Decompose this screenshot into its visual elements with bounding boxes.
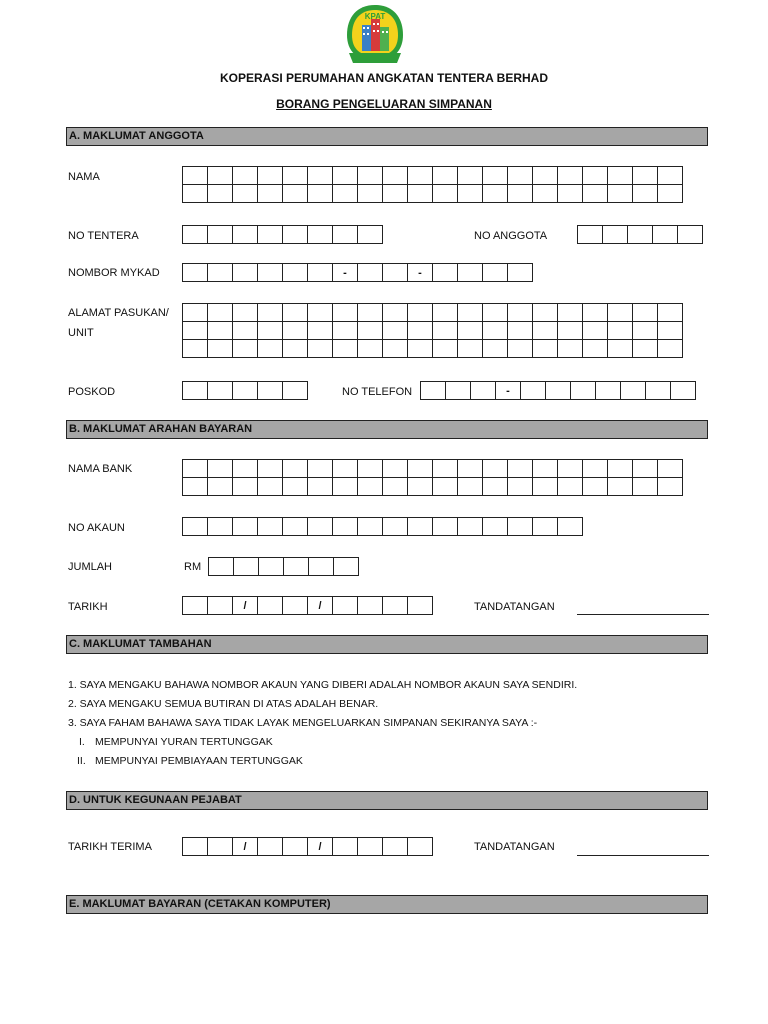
nama-grid[interactable]	[182, 166, 683, 203]
input-box[interactable]	[433, 518, 458, 536]
no-tentera-label: NO TENTERA	[68, 230, 139, 242]
input-box[interactable]	[483, 518, 508, 536]
input-box[interactable]	[658, 167, 683, 185]
jumlah-label: JUMLAH	[68, 561, 113, 573]
input-box[interactable]	[233, 478, 258, 496]
input-box[interactable]	[583, 185, 608, 203]
tandatangan-pejabat-line[interactable]	[577, 855, 709, 856]
input-box[interactable]	[558, 340, 583, 358]
tandatangan-label: TANDATANGAN	[474, 601, 555, 613]
input-box[interactable]	[208, 226, 233, 244]
input-box[interactable]	[283, 226, 308, 244]
input-box[interactable]	[208, 597, 233, 615]
input-box[interactable]	[283, 304, 308, 322]
tandatangan-line[interactable]	[577, 614, 709, 615]
input-box[interactable]	[283, 838, 308, 856]
input-box[interactable]	[183, 478, 208, 496]
input-box[interactable]	[208, 382, 233, 400]
input-box[interactable]	[433, 322, 458, 340]
tarikh-label: TARIKH	[68, 601, 108, 613]
input-box[interactable]	[558, 167, 583, 185]
input-box[interactable]	[533, 340, 558, 358]
input-box[interactable]	[283, 340, 308, 358]
tarikh-grid[interactable]	[182, 596, 433, 615]
input-box[interactable]	[583, 304, 608, 322]
input-box[interactable]	[383, 264, 408, 282]
input-box[interactable]	[433, 185, 458, 203]
input-box[interactable]	[383, 304, 408, 322]
input-box[interactable]	[183, 185, 208, 203]
no-telefon-label: NO TELEFON	[342, 386, 413, 398]
declaration-item-3: 3. SAYA FAHAM BAHAWA SAYA TIDAK LAYAK MENGELUARKAN SIMPANAN SEKIRANYA SAYA :-	[68, 717, 538, 729]
input-box[interactable]	[358, 185, 383, 203]
form-title: BORANG PENGELUARAN SIMPANAN	[276, 97, 492, 111]
poskod-grid[interactable]	[182, 381, 308, 400]
org-name: KOPERASI PERUMAHAN ANGKATAN TENTERA BERHAD	[219, 71, 548, 85]
input-box[interactable]	[583, 460, 608, 478]
input-box[interactable]	[258, 460, 283, 478]
input-box[interactable]	[233, 167, 258, 185]
input-box[interactable]	[458, 322, 483, 340]
input-box[interactable]	[233, 460, 258, 478]
input-box[interactable]	[233, 264, 258, 282]
tarikh-terima-label: TARIKH TERIMA	[68, 841, 152, 853]
input-box[interactable]	[533, 167, 558, 185]
input-box[interactable]	[308, 264, 333, 282]
input-box[interactable]	[658, 460, 683, 478]
input-box[interactable]	[408, 460, 433, 478]
input-box[interactable]	[508, 478, 533, 496]
input-box[interactable]	[558, 460, 583, 478]
input-box[interactable]	[633, 322, 658, 340]
section-b-header: B. MAKLUMAT ARAHAN BAYARAN	[66, 420, 708, 439]
declaration-item-1: 1. SAYA MENGAKU BAHAWA NOMBOR AKAUN YANG DIBERI ADALAH NOMBOR AKAUN SAYA SENDIRI.	[68, 679, 578, 691]
input-box[interactable]	[258, 478, 283, 496]
input-box[interactable]	[558, 518, 583, 536]
input-box[interactable]	[308, 478, 333, 496]
input-box[interactable]	[283, 322, 308, 340]
input-box[interactable]	[433, 167, 458, 185]
input-box[interactable]	[608, 340, 633, 358]
input-box[interactable]	[358, 518, 383, 536]
input-box[interactable]	[408, 185, 433, 203]
input-box[interactable]	[258, 322, 283, 340]
input-box[interactable]	[483, 460, 508, 478]
alamat-grid[interactable]	[182, 303, 683, 358]
input-box[interactable]	[333, 838, 358, 856]
subitem-number-1: I.	[79, 736, 85, 748]
input-box[interactable]	[583, 478, 608, 496]
input-box[interactable]	[358, 167, 383, 185]
input-box[interactable]	[208, 838, 233, 856]
input-box[interactable]	[608, 460, 633, 478]
input-box[interactable]	[333, 340, 358, 358]
input-box[interactable]	[283, 460, 308, 478]
input-box[interactable]	[283, 167, 308, 185]
input-box[interactable]	[608, 478, 633, 496]
input-box[interactable]	[421, 382, 446, 400]
alamat-label-line2: UNIT	[68, 327, 94, 339]
input-box[interactable]	[208, 304, 233, 322]
input-box[interactable]	[458, 518, 483, 536]
nama-label: NAMA	[68, 171, 100, 183]
input-box[interactable]	[208, 185, 233, 203]
input-box[interactable]	[603, 226, 628, 244]
input-box[interactable]	[233, 226, 258, 244]
alamat-label-line1: ALAMAT PASUKAN/	[68, 307, 169, 319]
input-box[interactable]	[508, 460, 533, 478]
section-c-header: C. MAKLUMAT TAMBAHAN	[66, 635, 708, 654]
input-box[interactable]	[383, 460, 408, 478]
separator-char: -	[333, 264, 358, 282]
input-box[interactable]	[578, 226, 603, 244]
input-box[interactable]	[258, 340, 283, 358]
input-box[interactable]	[183, 322, 208, 340]
input-box[interactable]	[658, 185, 683, 203]
input-box[interactable]	[208, 167, 233, 185]
input-box[interactable]	[558, 478, 583, 496]
input-box[interactable]	[283, 382, 308, 400]
input-box[interactable]	[671, 382, 696, 400]
input-box[interactable]	[571, 382, 596, 400]
input-box[interactable]	[558, 322, 583, 340]
no-anggota-grid[interactable]	[577, 225, 703, 244]
separator-char: -	[408, 264, 433, 282]
input-box[interactable]	[653, 226, 678, 244]
separator-char: /	[308, 838, 333, 856]
input-box[interactable]	[608, 185, 633, 203]
separator-char: /	[308, 597, 333, 615]
input-box[interactable]	[678, 226, 703, 244]
input-box[interactable]	[408, 518, 433, 536]
input-box[interactable]	[334, 558, 359, 576]
jumlah-grid[interactable]	[208, 557, 359, 576]
input-box[interactable]	[483, 322, 508, 340]
nama-bank-grid[interactable]	[182, 459, 683, 496]
input-box[interactable]	[258, 167, 283, 185]
input-box[interactable]	[358, 264, 383, 282]
subitem-text-2: MEMPUNYAI PEMBIAYAAN TERTUNGGAK	[95, 755, 303, 767]
input-box[interactable]	[183, 264, 208, 282]
section-e-header: E. MAKLUMAT BAYARAN (CETAKAN KOMPUTER)	[66, 895, 708, 914]
input-box[interactable]	[408, 340, 433, 358]
input-box[interactable]	[233, 304, 258, 322]
input-box[interactable]	[633, 478, 658, 496]
input-box[interactable]	[183, 382, 208, 400]
input-box[interactable]	[333, 322, 358, 340]
poskod-label: POSKOD	[68, 386, 116, 398]
input-box[interactable]	[533, 322, 558, 340]
input-box[interactable]	[483, 167, 508, 185]
input-box[interactable]	[284, 558, 309, 576]
input-box[interactable]	[508, 322, 533, 340]
section-d-header: D. UNTUK KEGUNAAN PEJABAT	[66, 791, 708, 810]
input-box[interactable]	[546, 382, 571, 400]
logo-text: KPAT	[364, 12, 386, 21]
input-box[interactable]	[208, 264, 233, 282]
input-box[interactable]	[608, 167, 633, 185]
input-box[interactable]	[508, 264, 533, 282]
input-box[interactable]	[583, 340, 608, 358]
input-box[interactable]	[408, 322, 433, 340]
input-box[interactable]	[209, 558, 234, 576]
input-box[interactable]	[283, 478, 308, 496]
input-box[interactable]	[458, 460, 483, 478]
input-box[interactable]	[308, 340, 333, 358]
nama-bank-label: NAMA BANK	[68, 463, 133, 475]
input-box[interactable]	[408, 478, 433, 496]
input-box[interactable]	[658, 304, 683, 322]
input-box[interactable]	[408, 838, 433, 856]
input-box[interactable]	[283, 597, 308, 615]
no-akaun-label: NO AKAUN	[68, 522, 125, 534]
separator-char: /	[233, 597, 258, 615]
input-box[interactable]	[233, 518, 258, 536]
input-box[interactable]	[646, 382, 671, 400]
input-box[interactable]	[458, 264, 483, 282]
input-box[interactable]	[508, 518, 533, 536]
separator-char: /	[233, 838, 258, 856]
input-box[interactable]	[583, 322, 608, 340]
input-box[interactable]	[596, 382, 621, 400]
input-box[interactable]	[358, 597, 383, 615]
mykad-label: NOMBOR MYKAD	[68, 267, 160, 279]
input-box[interactable]	[508, 304, 533, 322]
input-box[interactable]	[483, 264, 508, 282]
kpat-logo	[343, 3, 407, 67]
input-box[interactable]	[358, 340, 383, 358]
subitem-text-1: MEMPUNYAI YURAN TERTUNGGAK	[95, 736, 273, 748]
input-box[interactable]	[183, 460, 208, 478]
input-box[interactable]	[208, 340, 233, 358]
input-box[interactable]	[333, 597, 358, 615]
subitem-number-2: II.	[77, 755, 86, 767]
input-box[interactable]	[658, 322, 683, 340]
input-box[interactable]	[533, 185, 558, 203]
input-box[interactable]	[233, 185, 258, 203]
input-box[interactable]	[333, 460, 358, 478]
input-box[interactable]	[458, 185, 483, 203]
input-box[interactable]	[208, 322, 233, 340]
input-box[interactable]	[333, 185, 358, 203]
input-box[interactable]	[358, 838, 383, 856]
input-box[interactable]	[608, 322, 633, 340]
input-box[interactable]	[258, 382, 283, 400]
input-box[interactable]	[283, 185, 308, 203]
input-box[interactable]	[208, 518, 233, 536]
input-box[interactable]	[621, 382, 646, 400]
input-box[interactable]	[258, 304, 283, 322]
input-box[interactable]	[433, 304, 458, 322]
input-box[interactable]	[358, 460, 383, 478]
input-box[interactable]	[433, 340, 458, 358]
input-box[interactable]	[483, 304, 508, 322]
input-box[interactable]	[558, 304, 583, 322]
input-box[interactable]	[358, 226, 383, 244]
input-box[interactable]	[408, 304, 433, 322]
input-box[interactable]	[508, 185, 533, 203]
input-box[interactable]	[258, 226, 283, 244]
input-box[interactable]	[383, 518, 408, 536]
input-box[interactable]	[658, 478, 683, 496]
input-box[interactable]	[233, 382, 258, 400]
input-box[interactable]	[333, 167, 358, 185]
input-box[interactable]	[408, 167, 433, 185]
input-box[interactable]	[458, 304, 483, 322]
input-box[interactable]	[471, 382, 496, 400]
section-a-header: A. MAKLUMAT ANGGOTA	[66, 127, 708, 146]
mykad-grid[interactable]	[182, 263, 533, 282]
input-box[interactable]	[383, 167, 408, 185]
input-box[interactable]	[309, 558, 334, 576]
input-box[interactable]	[483, 478, 508, 496]
input-box[interactable]	[258, 264, 283, 282]
input-box[interactable]	[358, 304, 383, 322]
tarikh-terima-grid[interactable]	[182, 837, 433, 856]
input-box[interactable]	[308, 322, 333, 340]
input-box[interactable]	[633, 167, 658, 185]
no-akaun-grid[interactable]	[182, 517, 583, 536]
no-telefon-grid[interactable]	[420, 381, 696, 400]
input-box[interactable]	[183, 597, 208, 615]
input-box[interactable]	[308, 226, 333, 244]
input-box[interactable]	[633, 304, 658, 322]
input-box[interactable]	[558, 185, 583, 203]
input-box[interactable]	[533, 478, 558, 496]
input-box[interactable]	[333, 518, 358, 536]
input-box[interactable]	[533, 460, 558, 478]
input-box[interactable]	[358, 478, 383, 496]
input-box[interactable]	[483, 185, 508, 203]
input-box[interactable]	[283, 518, 308, 536]
input-box[interactable]	[458, 478, 483, 496]
input-box[interactable]	[183, 304, 208, 322]
input-box[interactable]	[633, 460, 658, 478]
input-box[interactable]	[358, 322, 383, 340]
input-box[interactable]	[383, 185, 408, 203]
declaration-item-2: 2. SAYA MENGAKU SEMUA BUTIRAN DI ATAS ADALAH BENAR.	[68, 698, 379, 710]
input-box[interactable]	[383, 322, 408, 340]
input-box[interactable]	[383, 478, 408, 496]
rm-label: RM	[184, 561, 202, 573]
input-box[interactable]	[208, 478, 233, 496]
input-box[interactable]	[383, 838, 408, 856]
no-tentera-grid[interactable]	[182, 225, 383, 244]
tandatangan-pejabat-label: TANDATANGAN	[474, 841, 555, 853]
input-box[interactable]	[628, 226, 653, 244]
input-box[interactable]	[433, 264, 458, 282]
separator-char: -	[496, 382, 521, 400]
input-box[interactable]	[633, 340, 658, 358]
input-box[interactable]	[208, 460, 233, 478]
input-box[interactable]	[433, 460, 458, 478]
input-box[interactable]	[234, 558, 259, 576]
input-box[interactable]	[608, 304, 633, 322]
input-box[interactable]	[521, 382, 546, 400]
input-box[interactable]	[383, 340, 408, 358]
input-box[interactable]	[258, 838, 283, 856]
input-box[interactable]	[408, 597, 433, 615]
input-box[interactable]	[233, 340, 258, 358]
input-box[interactable]	[483, 340, 508, 358]
input-box[interactable]	[658, 340, 683, 358]
input-box[interactable]	[433, 478, 458, 496]
input-box[interactable]	[533, 518, 558, 536]
input-box[interactable]	[259, 558, 284, 576]
input-box[interactable]	[183, 226, 208, 244]
input-box[interactable]	[183, 518, 208, 536]
input-box[interactable]	[308, 518, 333, 536]
input-box[interactable]	[508, 167, 533, 185]
input-box[interactable]	[258, 518, 283, 536]
input-box[interactable]	[258, 185, 283, 203]
input-box[interactable]	[533, 304, 558, 322]
input-box[interactable]	[308, 304, 333, 322]
input-box[interactable]	[333, 478, 358, 496]
input-box[interactable]	[333, 226, 358, 244]
input-box[interactable]	[458, 340, 483, 358]
input-box[interactable]	[308, 185, 333, 203]
input-box[interactable]	[508, 340, 533, 358]
input-box[interactable]	[183, 340, 208, 358]
input-box[interactable]	[183, 838, 208, 856]
no-anggota-label: NO ANGGOTA	[474, 230, 548, 242]
input-box[interactable]	[283, 264, 308, 282]
input-box[interactable]	[183, 167, 208, 185]
input-box[interactable]	[308, 167, 333, 185]
input-box[interactable]	[383, 597, 408, 615]
input-box[interactable]	[258, 597, 283, 615]
input-box[interactable]	[458, 167, 483, 185]
input-box[interactable]	[583, 167, 608, 185]
input-box[interactable]	[333, 304, 358, 322]
input-box[interactable]	[446, 382, 471, 400]
input-box[interactable]	[233, 322, 258, 340]
input-box[interactable]	[308, 460, 333, 478]
input-box[interactable]	[633, 185, 658, 203]
